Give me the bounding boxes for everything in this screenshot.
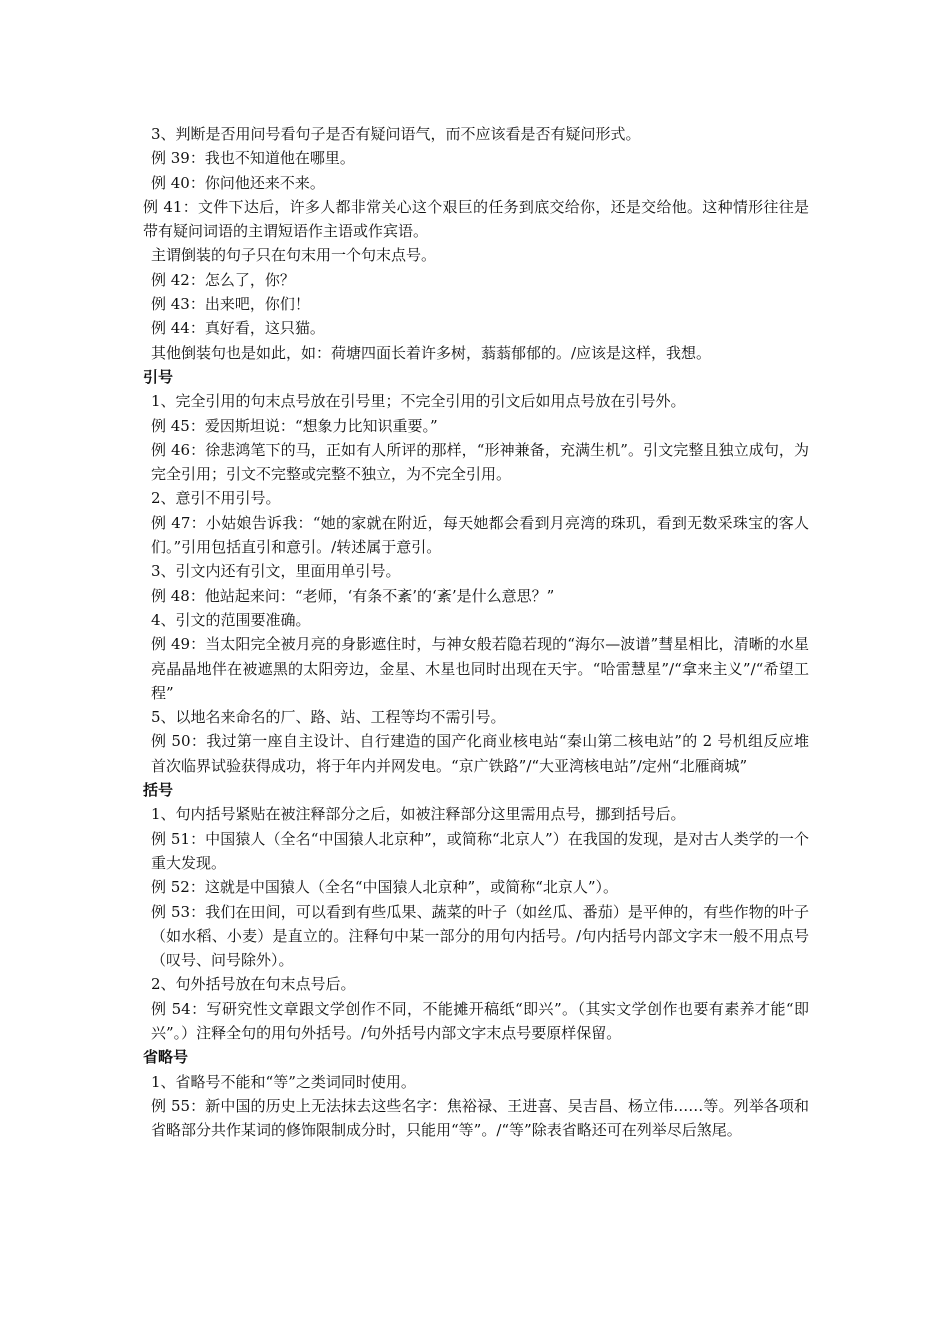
example-50: 例 50：我过第一座自主设计、自行建造的国产化商业核电站“秦山第二核电站”的 2 号机组反应堆首次临界试验获得成功，将于年内并网发电。“京广铁路”/“大亚湾核电站”/定州“北雁商城”	[151, 732, 809, 775]
rule-4: 4、引文的范围要准确。	[151, 610, 311, 629]
paragraph: 其他倒装句也是如此，如：荷塘四面长着许多树，蓊蓊郁郁的。/应该是这样，我想。	[151, 343, 712, 362]
rule-3: 3、引文内还有引文，里面用单引号。	[151, 562, 401, 581]
example-53: 例 53：我们在田间，可以看到有些瓜果、蔬菜的叶子（如丝瓜、番茄）是平伸的，有些作物的叶子（如水稻、小麦）是直立的。注释句中某一部分的用句内括号。/句内括号内部文字末一般不用点号（叹号、问号除外）。	[151, 902, 809, 970]
example-49: 例 49：当太阳完全被月亮的身影遮住时，与神女般若隐若现的“海尔—波谱”彗星相比，清晰的水星亮晶晶地伴在被遮黑的太阳旁边，金星、木星也同时出现在天宇。“哈雷慧星”/“拿来主义”/“希望工程”	[151, 635, 809, 702]
example-48: 例 48：他站起来问：“老师，‘有条不紊’的‘紊’是什么意思？”	[151, 586, 555, 605]
section-heading-quotes: 引号	[143, 367, 174, 386]
example-41: 例 41：文件下达后，许多人都非常关心这个艰巨的任务到底交给你，还是交给他。这种情形往往是带有疑问词语的主谓短语作主语或作宾语。	[143, 197, 809, 241]
rule-2: 2、句外括号放在句末点号后。	[151, 975, 356, 994]
example-40: 例 40：你问他还来不来。	[151, 173, 325, 192]
paragraph: 主谓倒装的句子只在句末用一个句末点号。	[151, 246, 437, 265]
rule-5: 5、以地名来命名的厂、路、站、工程等均不需引号。	[151, 708, 506, 727]
rule-2: 2、意引不用引号。	[151, 489, 281, 508]
example-46: 例 46：徐悲鸿笔下的马，正如有人所评的那样，“形神兼备，充满生机”。引文完整且独立成句，为完全引用；引文不完整或完整不独立，为不完全引用。	[151, 440, 809, 484]
rule-1: 1、句内括号紧贴在被注释部分之后，如被注释部分这里需用点号，挪到括号后。	[151, 805, 686, 824]
example-42: 例 42：怎么了，你？	[151, 270, 295, 289]
example-47: 例 47：小姑娘告诉我：“她的家就在附近，每天她都会看到月亮湾的珠玑，看到无数采珠宝的客人们。”引用包括直引和意引。/转述属于意引。	[151, 513, 809, 557]
example-44: 例 44：真好看，这只猫。	[151, 319, 325, 338]
example-55: 例 55：新中国的历史上无法抹去这些名字：焦裕禄、王进喜、吴吉昌、杨立伟……等。列举各项和省略部分共作某词的修饰限制成分时，只能用“等”。/“等”除表省略还可在列举尽后煞尾。	[151, 1096, 809, 1140]
document-page	[143, 122, 809, 1142]
example-45: 例 45：爱因斯坦说：“想象力比知识重要。”	[151, 416, 438, 435]
section-heading-brackets: 括号	[143, 781, 174, 800]
rule-1: 1、省略号不能和“等”之类词同时使用。	[151, 1072, 416, 1091]
example-43: 例 43：出来吧，你们！	[151, 295, 310, 314]
rule-1: 1、完全引用的句末点号放在引号里；不完全引用的引文后如用点号放在引号外。	[151, 392, 686, 411]
example-52: 例 52：这就是中国猿人（全名“中国猿人北京种”，或简称“北京人”）。	[151, 878, 619, 897]
example-39: 例 39：我也不知道他在哪里。	[151, 149, 355, 168]
section-heading-ellipsis: 省略号	[143, 1048, 189, 1067]
example-54: 例 54：写研究性文章跟文学创作不同，不能摊开稿纸“即兴”。（其实文学创作也要有素养才能“即兴”。）注释全句的用句外括号。/句外括号内部文字末点号要原样保留。	[151, 999, 809, 1042]
paragraph: 3、判断是否用问号看句子是否有疑问语气，而不应该看是否有疑问形式。	[151, 125, 641, 143]
example-51: 例 51：中国猿人（全名“中国猿人北京种”，或简称“北京人”）在我国的发现，是对古人类学的一个重大发现。	[151, 829, 809, 872]
